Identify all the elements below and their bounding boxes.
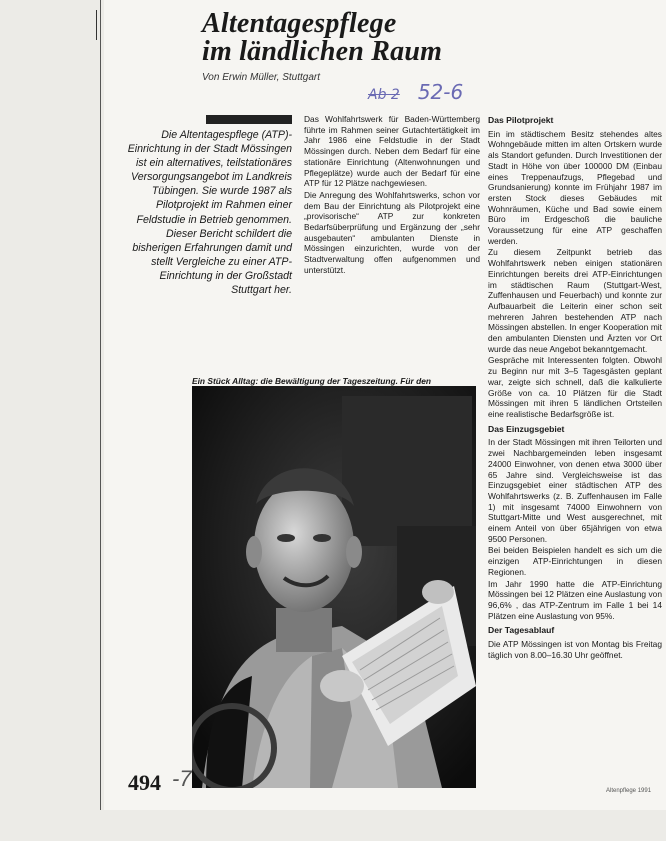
right-paragraph: Bei beiden Beispielen handelt es sich um die einzigen ATP-Einrichtungen in diesen Regionen. bbox=[488, 545, 662, 577]
footer-source: Altenpflege 1991 bbox=[606, 788, 652, 794]
article-title bbox=[202, 10, 442, 66]
middle-paragraph: Das Wohlfahrtswerk für Baden-Württemberg führte im Rahmen seiner Gutachtertätigkeit im Jahr 1986 eine Feldstudie in der Stadt Mössingen durch. Neben dem Bedarf für eine stationäre Einrichtung (Altenwohnungen und Pflegeplätze) wurde auch der Bedarf für eine ATP für 12 Plätze nachgewiesen. bbox=[304, 114, 480, 189]
right-paragraph: In der Stadt Mössingen mit ihren Teilorten und zwei Nachbargemeinden leben insgesamt 24000 Einwohner, von denen etwa 3000 über 65 Jahre sind. Vergleichsweise ist das Einzugsgebiet einer städtischen ATP des Wohlfahrtswerks (z. B. Zuffenhausen im Falle 1) mit insgesamt 74000 Einwohnern von Stuttgart-Mitte und West ausgerechnet, mit einem Anteil von über 65jährigen von etwa 9500 Personen. bbox=[488, 437, 662, 544]
author-byline: Von Erwin Müller, Stuttgart bbox=[202, 72, 321, 83]
column-right bbox=[488, 111, 662, 661]
page-number: 494 bbox=[128, 770, 161, 795]
lead-bar bbox=[206, 115, 292, 124]
title-line-1: Altentagespflege bbox=[202, 8, 397, 39]
photo-man-reading-newspaper bbox=[192, 386, 476, 788]
section-heading-einzugsgebiet: Das Einzugsgebiet bbox=[488, 423, 565, 434]
binder-mark bbox=[96, 10, 97, 40]
column-middle bbox=[304, 114, 480, 277]
section-heading-pilotprojekt: Das Pilotprojekt bbox=[488, 115, 554, 125]
title-line-2: im ländlichen Raum bbox=[202, 36, 443, 67]
lead-paragraph: Die Altentagespflege (ATP)-Einrichtung in der Stadt Mössingen ist ein alternatives, teilstationäres Versorgungsangebot im Landkreis Tübingen. Sie wurde 1987 als Pilotprojekt im Rahmen einer Feldstudie in Betrieb genommen. Dieser Bericht schildert die bisherigen Erfahrungen damit und stellt Vergleiche zu einer ATP-Einrichtung in der Großstadt Stuttgart her. bbox=[127, 129, 292, 297]
right-paragraph: Gespräche mit Interessenten folgten. Obwohl zu Beginn nur mit 3–5 Tagesgästen geplant war, zeigte sich schnell, daß die kalkulierte Größe von ca. 10 Plätzen für die Stadt Mössingen mit ihren 5 ländlichen Ortsteilen eine realistische Bedarfsgröße ist. bbox=[488, 355, 662, 419]
handwritten-struck-text: Ab 2 bbox=[368, 87, 400, 103]
handwritten-annotation bbox=[368, 80, 463, 104]
binder-line bbox=[100, 0, 101, 810]
right-paragraph: Ein im städtischem Besitz stehendes altes Wohngebäude mitten im alten Ortskern wurde als Standort gefunden. Durch Investitionen der Stadt in Höhe von über 100000 DM (Einbau eines Treppenaufzugs, Pflegebad und Grundsanierung) konnte im Frühjahr 1987 im ersten Stock dieses Gebäudes mit Wohnräumen, Küche und Bad sowie einem Büro im Erdgeschoß die bauliche Voraussetzung für eine ATP geschaffen werden. bbox=[488, 128, 662, 246]
right-paragraph: Im Jahr 1990 hatte die ATP-Einrichtung Mössingen bei 12 Plätzen eine Auslastung von 96,6% , das ATP-Zentrum im Falle 1 bei 14 Plätzen eine Auslastung von 95%. bbox=[488, 578, 662, 621]
handwritten-note: 52-6 bbox=[417, 80, 464, 104]
section-heading-tagesablauf: Der Tagesablauf bbox=[488, 625, 555, 636]
page-number-scribble: -7 bbox=[172, 766, 192, 791]
middle-paragraph: Die Anregung des Wohlfahrtswerks, schon vor dem Bau der Einrichtung als Pilotprojekt eine „provisorische“ ATP zur konkreten Bedarfsüberprüfung und Ergänzung der „sehr ausgebauten“ ambulanten Dienste in Mössingen einzurichten, wurde von der Stadtverwaltung offen aufgenommen und unterstützt. bbox=[304, 189, 480, 275]
photo-caption: Ein Stück Alltag: die Bewältigung der Tageszeitung. Für den bbox=[192, 376, 432, 386]
right-paragraph: Die ATP Mössingen ist von Montag bis Freitag täglich von 8.00–16.30 Uhr geöffnet. bbox=[488, 639, 662, 660]
right-paragraph: Zu diesem Zeitpunkt betrieb das Wohlfahrtswerk neben einigen stationären Einrichtungen bereits drei ATP-Einrichtungen im städtischen Raum (Stuttgart-West, Zuffenhausen und Feuerbach) und konnte zur Aufbauarbeit die Leiterin einer schon seit mehreren Jahren bestehenden ATP nach Mössingen abstellen. In enger Kooperation mit den ambulanten Diensten und Ärzten vor Ort wurde das neue Angebot bekanntgemacht. bbox=[488, 247, 662, 354]
